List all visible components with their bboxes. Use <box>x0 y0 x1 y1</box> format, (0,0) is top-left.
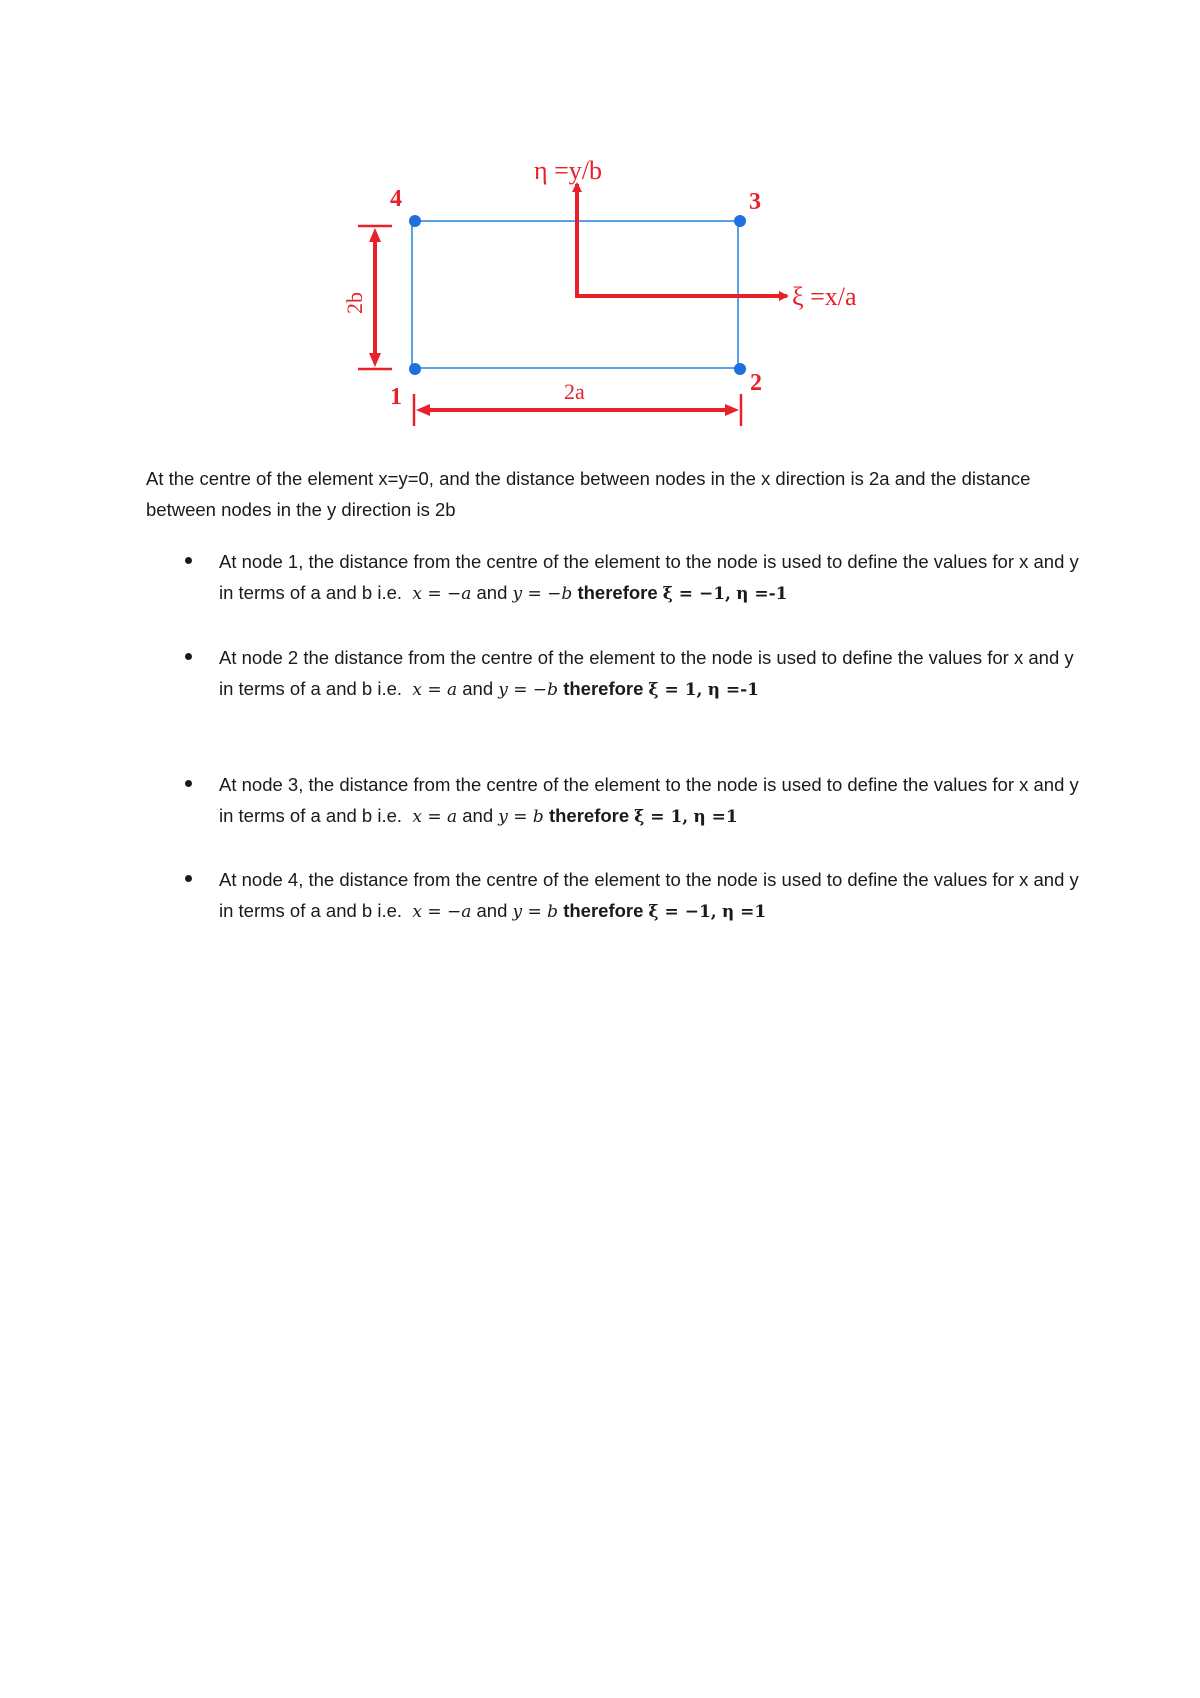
x-equation: x = a <box>412 807 458 827</box>
bullet-dot <box>185 780 192 787</box>
x-equation: x = a <box>412 680 458 700</box>
y-equation: y = b <box>512 902 559 922</box>
element-diagram <box>0 0 1200 460</box>
therefore-word: therefore <box>563 678 644 699</box>
list-item <box>219 642 1079 706</box>
list-item <box>219 769 1079 833</box>
y-equation: y = −b <box>512 584 573 604</box>
eta-equation: η =1 <box>693 807 738 827</box>
therefore-word: therefore <box>563 900 644 921</box>
therefore-word: therefore <box>577 582 658 603</box>
bullet-dot <box>185 557 192 564</box>
height-dimension-arrowhead-up <box>369 228 381 242</box>
node-2-label: 2 <box>750 370 762 396</box>
list-item <box>219 864 1079 928</box>
eta-equation: η =1 <box>721 902 767 922</box>
eta-equation: η =-1 <box>736 584 788 604</box>
width-dimension-arrowhead-left <box>416 404 430 416</box>
node-1-point <box>409 363 421 375</box>
node-4-label: 4 <box>390 186 402 212</box>
and-word: and <box>462 678 494 699</box>
eta-label: η =y/b <box>534 156 602 185</box>
and-word: and <box>476 900 508 921</box>
xi-label: ξ =x/a <box>792 282 857 311</box>
node-1-label: 1 <box>390 384 402 410</box>
bullet-text: At node 3, the distance from the centre of the element to the node is used to define the values for x and y in terms of a and b i.e. <box>219 774 1079 826</box>
node-3-point <box>734 215 746 227</box>
width-dimension-arrowhead-right <box>725 404 739 416</box>
y-equation: y = −b <box>498 680 559 700</box>
intro-paragraph: At the centre of the element x=y=0, and the distance between nodes in the x direction is 2a and the distance between nodes in the y direction is 2b <box>146 468 1031 520</box>
and-word: and <box>476 582 508 603</box>
xi-equation: ξ = 1, <box>648 680 703 700</box>
bullet-dot <box>185 875 192 882</box>
bullet-text: At node 1, the distance from the centre of the element to the node is used to define the values for x and y in terms of a and b i.e. <box>219 551 1079 603</box>
x-equation: x = −a <box>412 902 472 922</box>
height-dimension-arrowhead-down <box>369 353 381 367</box>
xi-equation: ξ = −1, <box>662 584 731 604</box>
xi-equation: ξ = 1, <box>634 807 689 827</box>
height-label: 2b <box>342 292 367 314</box>
node-2-point <box>734 363 746 375</box>
bullet-dot <box>185 653 192 660</box>
and-word: and <box>462 805 494 826</box>
y-equation: y = b <box>498 807 544 827</box>
node-3-label: 3 <box>749 189 761 215</box>
node-4-point <box>409 215 421 227</box>
xi-equation: ξ = −1, <box>648 902 717 922</box>
width-label: 2a <box>564 379 585 404</box>
bullet-text: At node 4, the distance from the centre of the element to the node is used to define the values for x and y in terms of a and b i.e. <box>219 869 1079 921</box>
bullet-text: At node 2 the distance from the centre of the element to the node is used to define the values for x and y in terms of a and b i.e. <box>219 647 1074 699</box>
x-equation: x = −a <box>412 584 472 604</box>
eta-equation: η =-1 <box>707 680 760 700</box>
list-item <box>219 546 1079 610</box>
therefore-word: therefore <box>548 805 630 826</box>
